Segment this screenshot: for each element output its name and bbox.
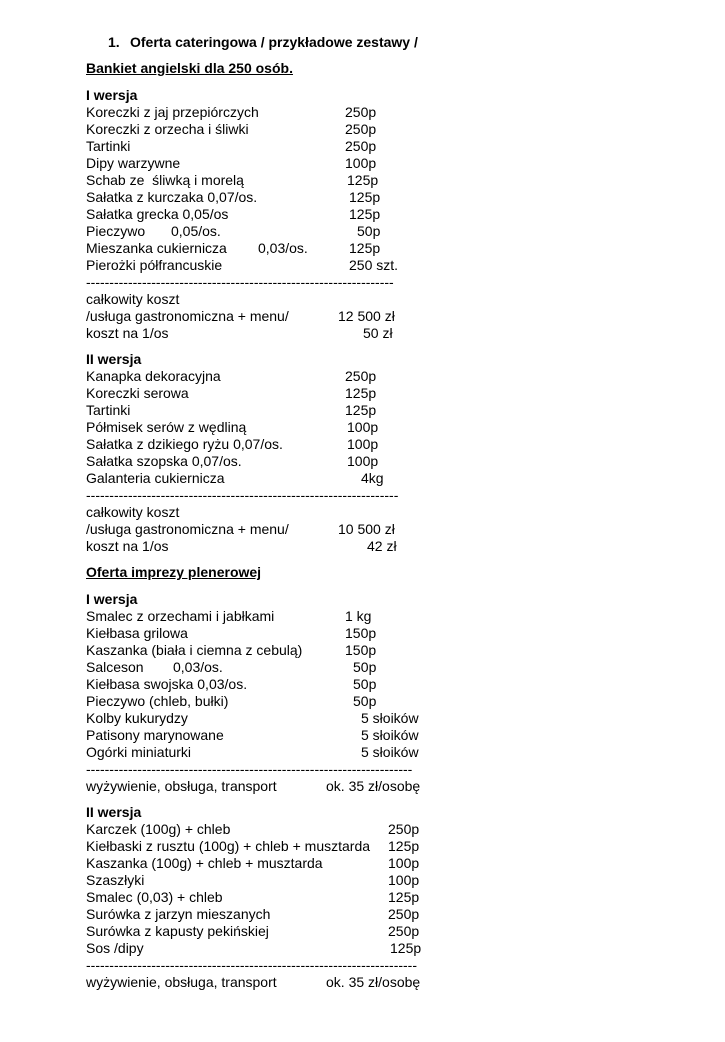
heading-text: Oferta cateringowa / przykładowe zestawy / bbox=[130, 34, 418, 50]
list-item bbox=[0, 453, 725, 470]
item-qty: 125p bbox=[349, 206, 381, 222]
list-item bbox=[0, 625, 725, 642]
item-qty: 50p bbox=[357, 223, 381, 239]
plener-v2-label: II wersja bbox=[86, 804, 142, 820]
per-person-line bbox=[0, 538, 725, 555]
service-value: 12 500 zł bbox=[338, 308, 395, 324]
item-qty: 125p bbox=[345, 402, 377, 418]
list-item bbox=[0, 906, 725, 923]
item-qty: 100p bbox=[347, 453, 379, 469]
list-item bbox=[0, 104, 725, 121]
item-qty: 125p bbox=[388, 889, 420, 905]
item-qty: 100p bbox=[345, 155, 377, 171]
item-name: Sałatka z dzikiego ryżu 0,07/os. bbox=[86, 436, 283, 452]
list-item bbox=[0, 385, 725, 402]
item-qty: 150p bbox=[345, 642, 377, 658]
list-item bbox=[0, 470, 725, 487]
list-item bbox=[0, 727, 725, 744]
list-item bbox=[0, 872, 725, 889]
item-name: Sałatka szopska 0,07/os. bbox=[86, 453, 242, 469]
summary-label: wyżywienie, obsługa, transport bbox=[86, 974, 277, 990]
service-label: /usługa gastronomiczna + menu/ bbox=[86, 521, 289, 537]
item-name: Kanapka dekoracyjna bbox=[86, 368, 221, 384]
item-qty: 125p bbox=[390, 940, 422, 956]
item-name: Smalec z orzechami i jabłkami bbox=[86, 608, 275, 624]
list-item bbox=[0, 368, 725, 385]
item-name: Smalec (0,03) + chleb bbox=[86, 889, 223, 905]
divider-line bbox=[0, 274, 725, 291]
plener-v1-label-line bbox=[0, 591, 725, 608]
item-name: Koreczki z orzecha i śliwki bbox=[86, 121, 249, 137]
item-qty: 125p bbox=[349, 240, 381, 256]
item-name: Koreczki serowa bbox=[86, 385, 189, 401]
item-name: Sałatka grecka 0,05/os bbox=[86, 206, 229, 222]
item-name: Kaszanka (biała i ciemna z cebulą) bbox=[86, 642, 303, 658]
item-name: Ogórki miniaturki bbox=[86, 744, 192, 760]
item-name: Kaszanka (100g) + chleb + musztarda bbox=[86, 855, 323, 871]
list-item bbox=[0, 923, 725, 940]
item-name: Kiełbaski z rusztu (100g) + chleb + musztarda bbox=[86, 838, 371, 854]
list-item bbox=[0, 155, 725, 172]
per-person-label: koszt na 1/os bbox=[86, 325, 169, 341]
heading-number: 1. bbox=[108, 34, 120, 50]
plener-v2-label-line bbox=[0, 804, 725, 821]
item-qty: 250p bbox=[345, 104, 377, 120]
item-qty: 1 kg bbox=[345, 608, 372, 624]
list-item bbox=[0, 402, 725, 419]
total-cost-line bbox=[0, 504, 725, 521]
item-qty: 125p bbox=[345, 385, 377, 401]
list-item bbox=[0, 642, 725, 659]
item-qty: 125p bbox=[349, 189, 381, 205]
list-item bbox=[0, 138, 725, 155]
item-qty: 5 słoików bbox=[361, 710, 419, 726]
list-item bbox=[0, 121, 725, 138]
list-item bbox=[0, 436, 725, 453]
divider: ---------------------------------------------------------------------- bbox=[86, 761, 413, 777]
divider-line bbox=[0, 957, 725, 974]
item-name: Pieczywo bbox=[86, 223, 146, 239]
item-name: Kolby kukurydzy bbox=[86, 710, 188, 726]
item-qty: 100p bbox=[347, 419, 379, 435]
item-name: Sos /dipy bbox=[86, 940, 144, 956]
total-cost-line bbox=[0, 291, 725, 308]
item-name: Mieszanka cukiernicza bbox=[86, 240, 227, 256]
item-name: Schab ze śliwką i morelą bbox=[86, 172, 244, 188]
item-name: Koreczki z jaj przepiórczych bbox=[86, 104, 259, 120]
item-qty: 50p bbox=[353, 676, 377, 692]
bankiet-v2-label-line bbox=[0, 351, 725, 368]
divider: ----------------------------------------------------------------------- bbox=[86, 957, 418, 973]
per-person-line bbox=[0, 325, 725, 342]
item-qty: 250 szt. bbox=[349, 257, 399, 273]
list-item bbox=[0, 676, 725, 693]
item-name: Surówka z jarzyn mieszanych bbox=[86, 906, 271, 922]
item-name: Sałatka z kurczaka 0,07/os. bbox=[86, 189, 258, 205]
item-name: Tartinki bbox=[86, 138, 131, 154]
service-label: /usługa gastronomiczna + menu/ bbox=[86, 308, 289, 324]
item-name: Półmisek serów z wędliną bbox=[86, 419, 247, 435]
summary-value: ok. 35 zł/osobę bbox=[326, 778, 421, 794]
bankiet-v2-label: II wersja bbox=[86, 351, 142, 367]
total-label: całkowity koszt bbox=[86, 291, 180, 307]
bankiet-title: Bankiet angielski dla 250 osób. bbox=[86, 60, 293, 76]
plener-title: Oferta imprezy plenerowej bbox=[86, 564, 262, 580]
list-item bbox=[0, 189, 725, 206]
summary-label: wyżywienie, obsługa, transport bbox=[86, 778, 277, 794]
divider: ------------------------------------------------------------------ bbox=[86, 274, 394, 290]
item-qty: 250p bbox=[345, 121, 377, 137]
item-qty: 250p bbox=[388, 906, 420, 922]
list-item bbox=[0, 744, 725, 761]
summary-line bbox=[0, 778, 725, 795]
per-person-label: koszt na 1/os bbox=[86, 538, 169, 554]
item-qty: 100p bbox=[347, 436, 379, 452]
list-item bbox=[0, 821, 725, 838]
item-name: Salceson bbox=[86, 659, 144, 675]
item-qty: 125p bbox=[347, 172, 379, 188]
list-item bbox=[0, 240, 725, 257]
item-qty: 250p bbox=[345, 368, 377, 384]
list-item bbox=[0, 223, 725, 240]
list-item bbox=[0, 206, 725, 223]
item-qty: 250p bbox=[388, 923, 420, 939]
item-name: Kiełbasa swojska 0,03/os. bbox=[86, 676, 248, 692]
section-heading bbox=[0, 34, 725, 51]
item-name: Dipy warzywne bbox=[86, 155, 181, 171]
item-qty: 50p bbox=[353, 693, 377, 709]
list-item bbox=[0, 940, 725, 957]
item-qty: 150p bbox=[345, 625, 377, 641]
per-person-value: 42 zł bbox=[367, 538, 397, 554]
service-cost-line bbox=[0, 308, 725, 325]
divider-line bbox=[0, 487, 725, 504]
item-qty: 100p bbox=[388, 855, 420, 871]
summary-line bbox=[0, 974, 725, 991]
item-extra: 0,05/os. bbox=[171, 223, 221, 239]
item-qty: 5 słoików bbox=[361, 727, 419, 743]
item-name: Patisony marynowane bbox=[86, 727, 224, 743]
service-cost-line bbox=[0, 521, 725, 538]
item-name: Kiełbasa grilowa bbox=[86, 625, 188, 641]
per-person-value: 50 zł bbox=[363, 325, 393, 341]
item-name: Pierożki półfrancuskie bbox=[86, 257, 223, 273]
service-value: 10 500 zł bbox=[338, 521, 395, 537]
item-extra: 0,03/os. bbox=[173, 659, 223, 675]
list-item bbox=[0, 710, 725, 727]
list-item bbox=[0, 889, 725, 906]
item-name: Galanteria cukiernicza bbox=[86, 470, 225, 486]
item-name: Szaszłyki bbox=[86, 872, 145, 888]
divider: ------------------------------------------------------------------- bbox=[86, 487, 399, 503]
item-name: Surówka z kapusty pekińskiej bbox=[86, 923, 269, 939]
total-label: całkowity koszt bbox=[86, 504, 180, 520]
list-item bbox=[0, 855, 725, 872]
list-item bbox=[0, 838, 725, 855]
plener-title-line bbox=[0, 564, 725, 581]
list-item bbox=[0, 257, 725, 274]
bankiet-v1-label: I wersja bbox=[86, 87, 138, 103]
item-qty: 50p bbox=[353, 659, 377, 675]
list-item bbox=[0, 693, 725, 710]
item-name: Pieczywo (chleb, bułki) bbox=[86, 693, 229, 709]
item-name: Tartinki bbox=[86, 402, 131, 418]
divider-line bbox=[0, 761, 725, 778]
summary-value: ok. 35 zł/osobę bbox=[326, 974, 421, 990]
item-qty: 100p bbox=[388, 872, 420, 888]
item-name: Karczek (100g) + chleb bbox=[86, 821, 231, 837]
bankiet-v1-label-line bbox=[0, 87, 725, 104]
item-extra: 0,03/os. bbox=[258, 240, 308, 256]
item-qty: 4kg bbox=[361, 470, 384, 486]
item-qty: 250p bbox=[345, 138, 377, 154]
plener-v1-label: I wersja bbox=[86, 591, 138, 607]
bankiet-title-line bbox=[0, 60, 725, 77]
item-qty: 5 słoików bbox=[361, 744, 419, 760]
list-item bbox=[0, 659, 725, 676]
list-item bbox=[0, 608, 725, 625]
item-qty: 250p bbox=[388, 821, 420, 837]
list-item bbox=[0, 172, 725, 189]
list-item bbox=[0, 419, 725, 436]
item-qty: 125p bbox=[388, 838, 420, 854]
